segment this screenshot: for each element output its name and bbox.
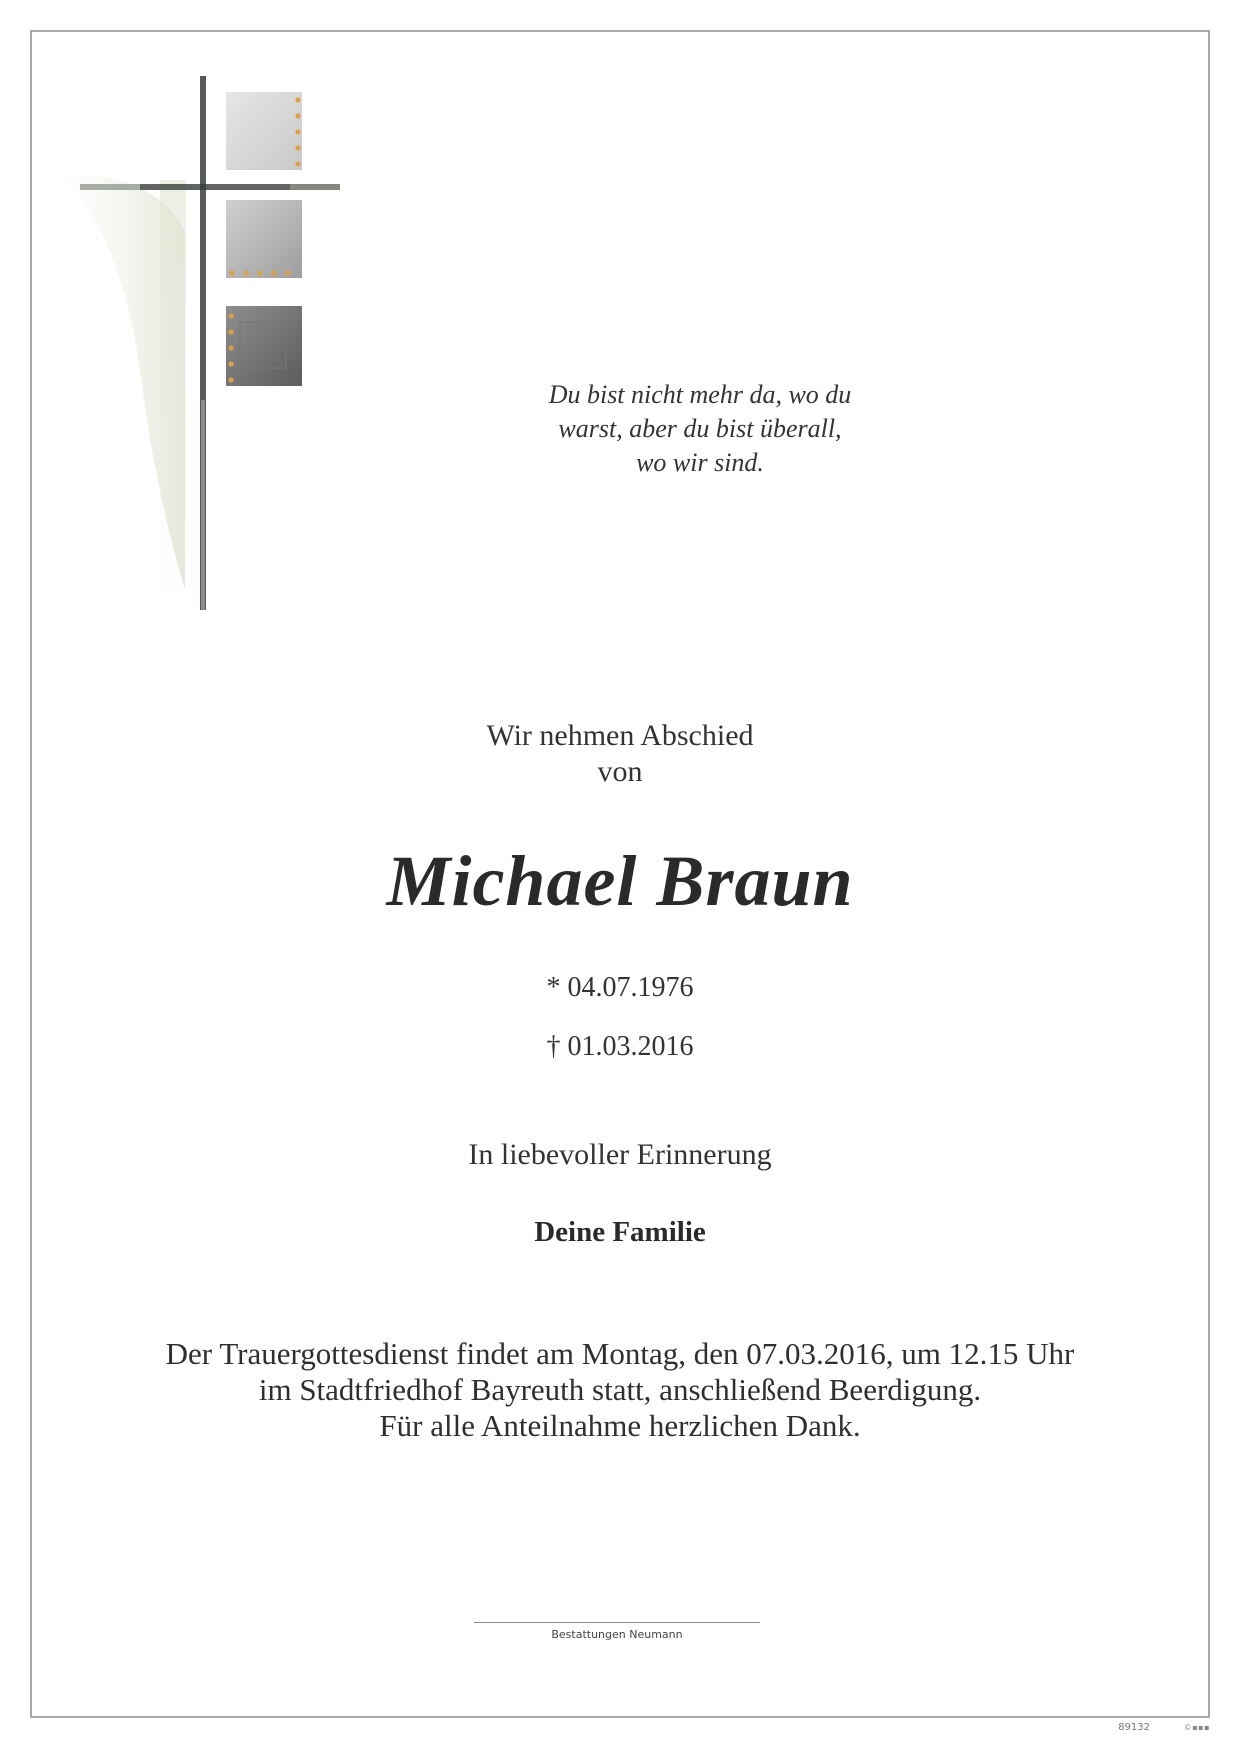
signature-family: Deine Familie	[534, 1216, 706, 1248]
memory-text: In liebevoller Erinnerung	[468, 1138, 772, 1171]
death-date: † 01.03.2016	[546, 1031, 694, 1062]
birth-date: * 04.07.1976	[546, 972, 694, 1003]
cross-ornament-icon	[60, 70, 360, 630]
farewell-intro	[0, 718, 1240, 790]
notice-line: Der Trauergottesdienst findet am Montag, den 07.03.2016, um 12.15 Uhr	[165, 1336, 1075, 1371]
template-code: 89132	[1118, 1722, 1150, 1733]
service-notice	[0, 1336, 1240, 1444]
printer-logo-icon: ©▪▪▪	[1183, 1723, 1210, 1732]
intro-line-2: von	[597, 755, 643, 788]
undertaker-name: Bestattungen Neumann	[551, 1628, 683, 1641]
notice-line: Für alle Anteilnahme herzlichen Dank.	[379, 1408, 861, 1443]
notice-line: im Stadtfriedhof Bayreuth statt, anschließend Beerdigung.	[258, 1372, 982, 1407]
signature-divider	[474, 1622, 760, 1623]
poem-line: Du bist nicht mehr da, wo du	[548, 380, 852, 409]
poem-quote	[490, 378, 910, 480]
poem-line: wo wir sind.	[636, 448, 764, 477]
deceased-name: Michael Braun	[386, 841, 854, 921]
poem-line: warst, aber du bist überall,	[558, 414, 842, 443]
intro-line-1: Wir nehmen Abschied	[486, 719, 754, 752]
